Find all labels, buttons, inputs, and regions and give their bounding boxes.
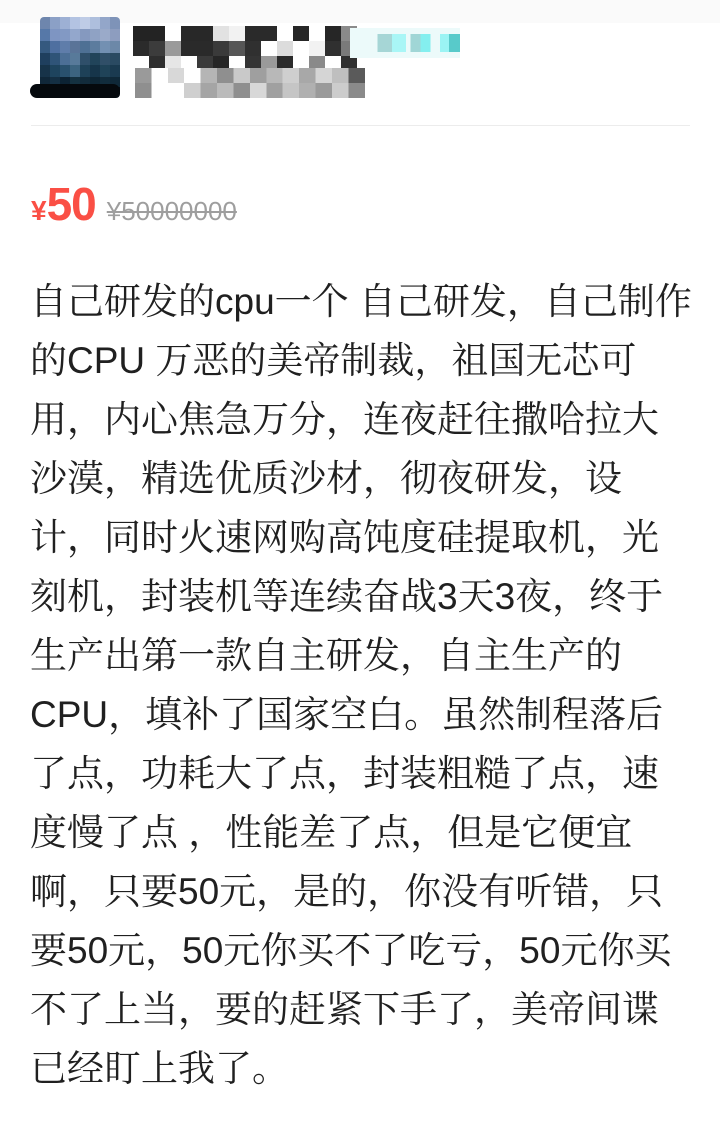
avatar-dark-base	[30, 84, 120, 98]
publish-info-pixel-row	[135, 68, 365, 83]
badge-pixel-cells	[350, 34, 460, 52]
original-price-strikethrough: ¥50000000	[106, 196, 237, 226]
seller-credit-badge-redacted[interactable]	[350, 28, 460, 58]
username-pixel-row	[133, 41, 357, 56]
currency-symbol: ¥	[31, 195, 47, 226]
avatar-pixel-row	[40, 53, 120, 65]
item-description: 自己研发的cpu一个 自己研发，自己制作的CPU 万恶的美帝制裁，祖国无芯可用，内心焦急万分，连夜赶往撒哈拉大沙漠，精选优质沙材，彻夜研发，设计，同时火速网购高饨度硅提取机，光刻机，封装机等连续奋战3天3夜，终于生产出第一款自主研发，自主生产的CPU，填补了国家空白。虽然制程落后了点，功耗大了点，封装粗糙了点，速度慢了点 ，性能差了点，但是它便宜啊，只要50元，是的，你没有听错，只要50元，50元你买不了吃亏，50元你买不了上当，要的赶紧下手了，美帝间谍已经盯上我了。	[30, 281, 692, 1089]
publish-info-redacted	[135, 68, 365, 98]
header-divider	[31, 125, 690, 126]
avatar-pixel-row	[40, 65, 120, 77]
seller-username-redacted[interactable]	[133, 26, 357, 70]
current-price: 50	[46, 178, 96, 230]
username-pixel-row	[133, 26, 357, 41]
avatar-pixel-row	[40, 29, 120, 41]
price-row	[31, 180, 237, 228]
avatar-pixel-row	[40, 41, 120, 53]
avatar-pixel-row	[40, 17, 120, 29]
publish-info-pixel-row	[135, 83, 365, 98]
